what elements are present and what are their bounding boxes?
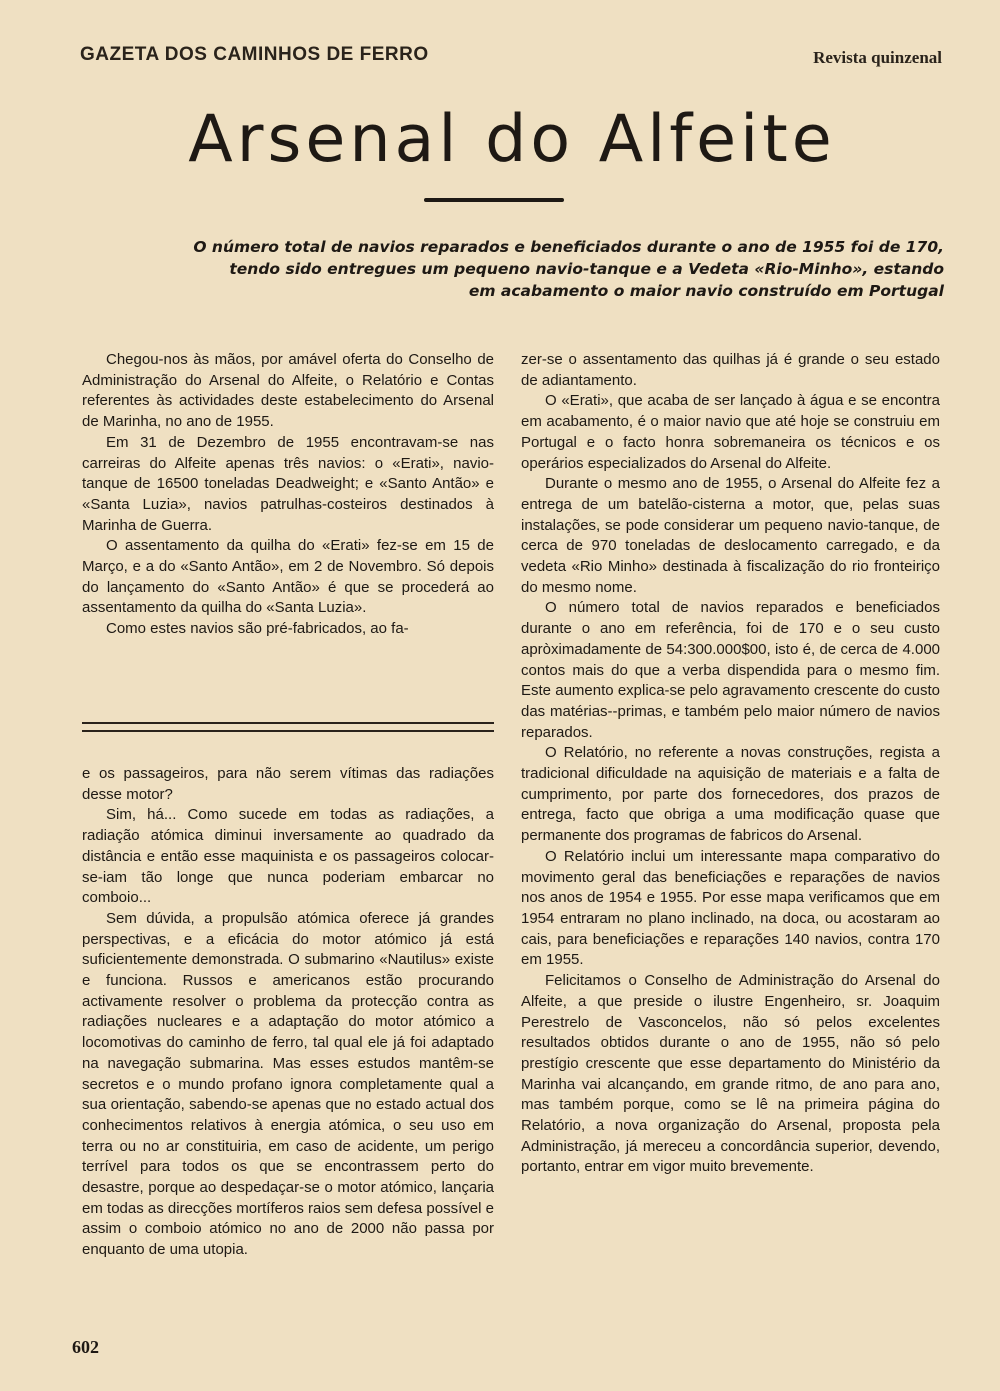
article-subtitle — [80, 236, 944, 302]
article-left-column — [82, 350, 494, 640]
paragraph: Como estes navios são pré-fabricados, ao fa- — [106, 620, 409, 638]
paragraph: O Relatório inclui um interessante mapa comparativo do movimento geral das beneficiações e reparações de navios nos anos de 1954 e 1955. Por esse mapa verificamos que em 1954 entraram no plano inclinado, na doca, ou acostaram ao cais, para beneficiações e reparações 140 navios, contra 170 em 1955. — [521, 847, 940, 969]
paragraph: Em 31 de Dezembro de 1955 encontravam-se nas carreiras do Alfeite apenas três navios: o «Erati», navio-tanque de 16500 toneladas Deadweight; e «Santo Antão» e «Santa Luzia», navios patrulhas-costeiros destinados à Marinha de Guerra. — [82, 433, 494, 534]
publication-frequency: Revista quinzenal — [813, 48, 942, 67]
paragraph: O «Erati», que acaba de ser lançado à água e se encontra em acabamento, é o maior navio que até hoje se construiu em Portugal e o facto honra sobremaneira os técnicos e os operários especializados do Arsenal do Alfeite. — [521, 392, 940, 472]
paragraph: O número total de navios reparados e beneficiados durante o ano em referência, foi de 170 e o seu custo apròximadamente de 54:300.000$00, isto é, de cerca de 4.000 contos mais do que a verba dispendida para o mesmo fim. Este aumento explica-se pelo agravamento crescente do custo das matérias--primas, e também pelo maior número de navios reparados. — [521, 599, 940, 741]
paragraph: Sim, há... Como sucede em todas as radiações, a radiação atómica diminui inversamente ao quadrado da distância e então esse maquinista e os passageiros colocar-se-iam tão longe que nunca poderiam embarcar no comboio... — [82, 806, 494, 907]
section-divider — [82, 722, 494, 724]
section-divider — [82, 730, 494, 732]
subtitle-line: O número total de navios reparados e beneficiados durante o ano de 1955 foi de 170, — [193, 238, 944, 256]
paragraph: Durante o mesmo ano de 1955, o Arsenal do Alfeite fez a entrega de um batelão-cisterna a motor, que, pelas suas instalações, se pode considerar um pequeno navio-tanque, de cerca de 970 toneladas de deslocamento carregado, e da vedeta «Rio Minho» destinada à fiscalização do rio fronteiriço do mesmo nome. — [521, 475, 940, 596]
paragraph: O Relatório, no referente a novas construções, regista a tradicional dificuldade na aquisição de materiais e a falta de cumprimento, por parte dos fornecedores, dos prazos de entrega, facto que obriga a uma modificação quase que permanente dos programas de fabricos do Arsenal. — [521, 744, 940, 845]
paragraph: zer-se o assentamento das quilhas já é grande o seu estado de adiantamento. — [521, 351, 940, 389]
publication-name: GAZETA DOS CAMINHOS DE FERRO — [80, 44, 429, 65]
continued-article-column — [82, 764, 494, 1261]
paragraph: e os passageiros, para não serem vítimas das radiações desse motor? — [82, 765, 494, 803]
paragraph: O assentamento da quilha do «Erati» fez-se em 15 de Março, e a do «Santo Antão», em 2 de Novembro. Só depois do lançamento do «Santo Antão» é que se procederá ao assentamento da quilha do «Santa Luzia». — [82, 537, 494, 617]
paragraph: Felicitamos o Conselho de Administração do Arsenal do Alfeite, a que preside o ilustre Engenheiro, sr. Joaquim Perestrelo de Vasconcelos, não só pelos excelentes resultados obtidos durante o ano de 1955, não só pelo prestígio crescente que esse departamento do Ministério da Marinha vai alcançando, em grande ritmo, de ano para ano, mas também porque, como se lê na primeira página do Relatório, a nova organização do Arsenal, proposta pela Administração, já mereceu a concordância superior, devendo, portanto, entrar em vigor muito brevemente. — [521, 972, 940, 1176]
article-right-column — [521, 350, 940, 1178]
paragraph: Sem dúvida, a propulsão atómica oferece já grandes perspectivas, e a eficácia do motor atómico já está suficientemente demonstrada. O submarino «Nautilus» existe e funciona. Russos e americanos estão procurando activamente resolver o problema da protecção contra as radiações nucleares e a adaptação do motor atómico a locomotivas do caminho de ferro, tal qual ele já foi adaptado na navegação submarina. Mas esses estudos mantêm-se secretos e o mundo profano ignora completamente qual a sua orientação, sabendo-se apenas que no estado actual dos conhecimentos relativos à energia atómica, o seu uso em terra ou no ar constituiria, em caso de acidente, um perigo terrível para todos os que se encontrassem perto do desastre, porque ao despedaçar-se o motor atómico, lançaria em todas as direcções mortíferos raios sem defesa possível e assim o comboio atómico no ano de 2000 não passa por enquanto de uma utopia. — [82, 909, 494, 1259]
subtitle-line: em acabamento o maior navio construído em Portugal — [468, 282, 944, 300]
article-title: Arsenal do Alfeite — [188, 102, 836, 177]
subtitle-line: tendo sido entregues um pequeno navio-tanque e a Vedeta «Rio-Minho», estando — [229, 260, 944, 278]
title-divider — [424, 198, 564, 202]
page-number: 602 — [72, 1337, 99, 1357]
paragraph: Chegou-nos às mãos, por amável oferta do Conselho de Administração do Arsenal do Alfeite, o Relatório e Contas referentes às actividades deste estabelecimento do Arsenal de Marinha, no ano de 1955. — [82, 351, 494, 431]
running-header — [80, 44, 942, 70]
